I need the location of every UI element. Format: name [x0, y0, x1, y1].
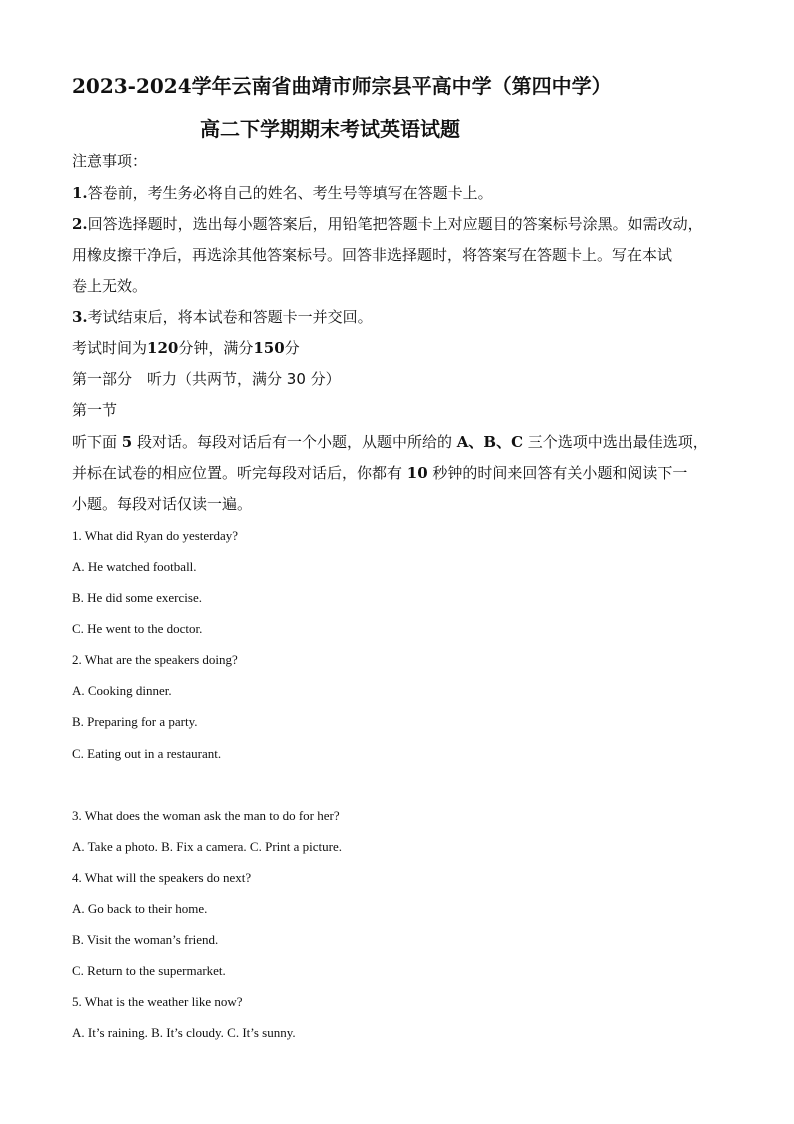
notice-item-2-text: 回答选择题时，选出每小题答案后，用铅笔把答题卡上对应题目的答案标号涂黑。如需改动，	[87, 215, 703, 233]
question-line: 3. What does the woman ask the man to do for her?	[72, 808, 340, 823]
instructions-line-2	[72, 463, 687, 483]
question-line: 1. What did Ryan do yesterday?	[72, 528, 239, 543]
notice-item-2-line-3: 卷上无效。	[72, 277, 148, 295]
question-line: C. Eating out in a restaurant.	[72, 746, 222, 761]
instr-text: 段对话。每段对话后有一个小题，从题中所给的	[132, 433, 457, 451]
exam-time-label: 考试时间为	[72, 339, 148, 357]
notice-item-3	[72, 307, 373, 327]
exam-score-unit: 分	[284, 339, 300, 357]
notice-item-3-text: 考试结束后，将本试卷和答题卡一并交回。	[87, 308, 373, 326]
notice-item-1-text: 答卷前，考生务必将自己的姓名、考生号等填写在答题卡上。	[87, 184, 493, 202]
question-line: C. He went to the doctor.	[72, 621, 203, 636]
question-line: B. He did some exercise.	[72, 590, 202, 605]
question-line: C. Return to the supermarket.	[72, 963, 226, 978]
section-heading: 第一节	[72, 401, 118, 419]
question-line: 4. What will the speakers do next?	[72, 870, 252, 885]
exam-score-value: 150	[253, 339, 285, 357]
page-title: 2023-2024学年云南省曲靖市师宗县平高中学（第四中学）	[72, 74, 612, 98]
instructions-line-3: 小题。每段对话仅读一遍。	[72, 495, 253, 513]
instructions-line-1	[72, 432, 708, 452]
question-line: A. It’s raining. B. It’s cloudy. C. It’s sunny.	[72, 1025, 296, 1040]
instr-number: 5	[121, 433, 133, 451]
instr-number: 10	[406, 464, 428, 482]
instr-text: 并标在试卷的相应位置。听完每段对话后，你都有	[72, 464, 407, 482]
instr-options: A、B、C	[456, 433, 524, 451]
question-line: B. Visit the woman’s friend.	[72, 932, 219, 947]
question-line: B. Preparing for a party.	[72, 714, 198, 729]
notice-heading: 注意事项：	[72, 152, 148, 170]
instr-text: 秒钟的时间来回答有关小题和阅读下一	[427, 464, 688, 482]
exam-score-label: 分钟，满分	[178, 339, 254, 357]
notice-item-2-number: 2.	[72, 215, 88, 233]
question-line: A. He watched football.	[72, 559, 197, 574]
part-heading: 第一部分 听力（共两节，满分 30 分）	[72, 370, 341, 388]
notice-item-3-number: 3.	[72, 308, 88, 326]
question-line: A. Go back to their home.	[72, 901, 208, 916]
question-line: A. Cooking dinner.	[72, 683, 172, 698]
question-line: 5. What is the weather like now?	[72, 994, 243, 1009]
instr-text: 听下面	[72, 433, 122, 451]
page-subtitle: 高二下学期期末考试英语试题	[200, 117, 460, 141]
notice-item-2-line-2: 用橡皮擦干净后，再选涂其他答案标号。回答非选择题时，将答案写在答题卡上。写在本试	[72, 246, 673, 264]
notice-item-2-line-1	[72, 214, 703, 234]
notice-item-1-number: 1.	[72, 184, 88, 202]
question-line: A. Take a photo. B. Fix a camera. C. Print a picture.	[72, 839, 342, 854]
notice-item-1	[72, 183, 493, 203]
question-line: 2. What are the speakers doing?	[72, 652, 238, 667]
exam-time-value: 120	[147, 339, 179, 357]
exam-info	[72, 338, 300, 358]
instr-text: 三个选项中选出最佳选项，	[523, 433, 708, 451]
